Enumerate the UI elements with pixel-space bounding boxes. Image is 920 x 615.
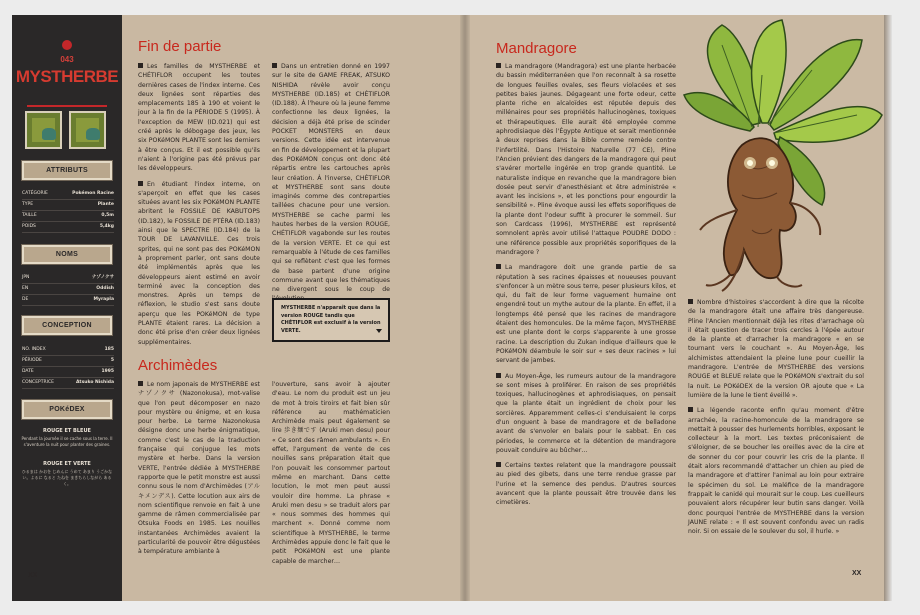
book-gutter xyxy=(460,15,470,601)
conception-row: NO. INDEX 185 xyxy=(22,345,114,356)
conception-row: DATE 1995 xyxy=(22,367,114,378)
pokedex-version-title: ROUGE ET BLEUE xyxy=(43,428,91,434)
pokemon-name: MYSTHERBE xyxy=(15,67,119,86)
triangle-icon xyxy=(376,329,382,333)
paragraph: La légende raconte enfin qu'au moment d'être arrachée, la racine-homoncule de la mandragore se mettait à pousser des hurlements horribles, exposant le collecteur à la mort. Les textes préconisaient de s'éloigner, de se boucher les oreilles avec de la cire et de sonner du cor pour couvrir les cris de la plante. Il était alors recommandé d'attacher un chien au pied de la mandragore et d'attirer l'animal au loin pour extraire le spécimen du sol. Le maléfice de la mandragore frappait le canidé qui mourait sur le coup. Les cueilleurs pouvaient alors récupérer leur butin sans danger. Voilà donc pourquoi l'entrée de MYSTHERBE dans la version JAUNE relate : « Il est souvent confondu avec un radis noir. Si on essaie de le soulever du sol, il hurle. » xyxy=(688,407,864,536)
attribute-row: POIDS 5,4kg xyxy=(22,222,114,233)
page-number-left: XX xyxy=(28,572,38,579)
pokedex-version-title: ROUGE ET VERTE xyxy=(43,461,91,467)
names-header: NOMS xyxy=(22,245,112,264)
page-number-right: XX xyxy=(852,570,862,577)
name-row: EN Oddish xyxy=(22,284,114,295)
oddish-sprite-icon xyxy=(86,128,100,140)
paragraph: Certains textes relatent que la mandragore poussait au pied des gibets, dans une terre rendue grasse par l'urine et la semence des pendus. D'autres sources avancent que la plante poussait être trouvée dans les cimetières. xyxy=(496,462,676,507)
attribute-row: TAILLE 0,5m xyxy=(22,211,114,222)
attributes-list xyxy=(22,189,114,233)
names-list xyxy=(22,273,114,306)
name-row: JPN ナゾノクサ xyxy=(22,273,114,284)
paragraph: La mandragore (Mandragora) est une plante herbacée du bassin méditerranéen que l'on reconnaît à sa rosette de longues feuilles ovales, ses fleurs violacées et ses petites baies jaunes. Dégageant une forte odeur, cette plante riche en alcaloïdes est réputée depuis des millénaires pour ses propriétés hallucinogènes, toxiques et thérapeutiques. Elle aurait été employée comme aphrodisiaque dès l'Égypte Antique et serait mentionnée à deux reprises dans la Bible comme remède contre l'infertilité. Dans l'Histoire Naturelle (77 CE), Pline l'Ancien prévient des dangers de la mandragore qui peut s'avérer mortelle ingérée en trop grande quantité. Le naturaliste indique en revanche que la mandragore bien dosée peut servir d'anesthésiant et être administrée « avant les incisions », et les ponctions pour engourdir la sensibilité ». Pline évoque aussi les effets soporifiques de la plante dont l'odeur suffit à procurer le sommeil. Sur son Cardcass (1996), MYSTHERBE est représenté somnolent après avoir utilisé l'attaque POUDRE DODO : une référence possible aux propriétés soporifiques de la mandragore ? xyxy=(496,63,676,256)
paragraph: Au Moyen-Âge, les rumeurs autour de la mandragore se sont mises à proliférer. En raison de ses propriétés toxiques, hallucinogènes et aphrodisiaques, on pensait que la plante était un ingrédient de choix pour les sorcières. Apparemment celles-ci s'enduisaient le corps d'un onguent à base de mandragore et de belladone avant de s'envoler en balais pour le sabbat. En ces périodes, le commerce et la détention de mandragore pouvait conduire au bûcher… xyxy=(496,372,676,454)
text-column xyxy=(688,298,864,542)
oddish-sprite-icon xyxy=(42,128,56,140)
paragraph: Dans un entretien donné en 1997 sur le site de GAME FREAK, ATSUKO NISHIDA révèle avoir conçu MYSTHERBE (ID.185) et CHÉTIFLOR (ID.188). À l'heure où la jeune femme confectionne les deux lignées, la décision a déjà été prise de scinder POCKET MONSTERS en deux versions. Cette idée est intervenue en fin de développement et la plupart des POKéMON conçus ont donc été répartis entre les cartouches après leur création. À l'inverse, CHÉTIFLOR et MYSTHERBE sont sans doute imaginés comme des contreparties taillées chacune pour une version. MYSTHERBE se cache parmi les hautes herbes de la version ROUGE, CHÉTIFLOR vagabonde sur les routes de la version VERTE. Et ce qui est remarquable à l'étude de ces familles qui se reflètent c'est que les formes de base partent d'une origine commune avant que les thématiques ne divergent sous le coup de xyxy=(272,63,390,294)
conception-row: CONCEPTRICE Atsuko Nishida xyxy=(22,378,114,389)
pokemon-sidebar xyxy=(12,15,122,601)
conception-header: CONCEPTION xyxy=(22,316,112,335)
attribute-row: TYPE Plante xyxy=(22,200,114,211)
text-column xyxy=(138,380,260,563)
page-edge xyxy=(884,15,892,601)
paragraph: La mandragore doit une grande partie de sa réputation à ses racines épaisses et noueuses pouvant s'enfoncer à un mètre sous terre, peser plusieurs kilos, et qui, du fait de leur forme vaguement humaine ont engendré tout un mythe autour de la plante. En effet, il a longtemps été pensé que les racines de mandragore étaient des homoncules. De la même façon, MYSTHERBE est une plante dont le corps s'apparente à une grosse racine. La description du Zukan indique d'ailleurs que le POKéMON déambule le soir sur « ses deux racines » lui servant de jambes. xyxy=(496,264,676,365)
mandrake-illustration xyxy=(682,15,884,299)
pokeball-icon xyxy=(62,40,72,50)
section-heading: Mandragore xyxy=(496,40,577,57)
section-heading: Fin de partie xyxy=(138,38,222,55)
section-heading: Archimèdes xyxy=(138,357,218,374)
paragraph: Les familles de MYSTHERBE et CHÉTIFLOR occupent les toutes dernières cases de l'index interne. Ces deux lignées sont réparties des emplacements 185 à 190 et voient le jour à la fin de la PÉRIODE 5 (1995). À l'exception de MEW (ID.021) qui est créé après le débogage des jeux, les six POKéMON PLANTE sont les derniers à être conçus. Et il est possible qu'ils n'aient à l'origine pas été prévus par les développeurs. xyxy=(138,63,260,173)
pokedex-entry: Pendant la journée il se cache sous la terre. Il s'aventure la nuit pour planter des graines. xyxy=(21,436,113,447)
divider xyxy=(27,105,107,107)
pokedex-entry: ひるまは かおを じめんに うめて あまり うごかない。よるに なると たねを まきちらしながら あるく。 xyxy=(21,469,113,486)
text-column xyxy=(496,62,676,514)
sprite-green-version xyxy=(69,111,106,149)
pokemon-number: 043 xyxy=(60,55,74,64)
sprite-red-version xyxy=(25,111,62,149)
note-text: MYSTHERBE n'apparaît que dans la version ROUGE tandis que CHÉTIFLOR est exclusif à la version VERTE. xyxy=(281,305,381,334)
name-row: DE Myrapla xyxy=(22,295,114,306)
conception-row: PÉRIODE 5 xyxy=(22,356,114,367)
text-column xyxy=(138,62,260,353)
attribute-row: CATÉGORIE Pokémon Racine xyxy=(22,189,114,200)
text-column xyxy=(272,62,390,310)
exclusive-note-box xyxy=(272,298,390,342)
pokedex-header: POKéDEX xyxy=(22,400,112,419)
paragraph: En étudiant l'index interne, on s'aperçoit en effet que les cases situées avant les six POKéMON PLANTE abritent le FOSSILE DE KABUTOPS (ID.182), le FOSSILE DE PTÉRA (ID.183) ainsi que le SPECTRE (ID.184) de la TOUR DE LAVANVILLE. Ces trois sprites, qui ne sont pas des POKéMON à proprement parler, ont sans doute été implémentés après que les développeurs aient estimé en avoir terminé avec la conception des monstres. Après un temps de réflexion, le studio s'est sans doute aperçu que les POKéMON de type PLANTE étaient rares. La décision a donc été prise d'en créer deux lignées supplémentaires. xyxy=(138,180,260,346)
paragraph: Le nom japonais de MYSTHERBE est ナゾノクサ (Nazonokusa), mot-valise que l'on peut décomposer en nazo pour mystère ou énigme, et en kusa pour herbe. Le terme Nazonokusa désigne donc une herbe énigmatique, comme c'est le cas de la traduction française qui conjugue les mots mystère et herbe. Dans la version VERTE, l'entrée dédiée à MYSTHERBE rapporte que le petit monstre est aussi connu sous le nom d'Archimèdes (アルキメンデス). Cette locution aux airs de nom scientifique renvoie en fait à une gamme de râmen commercialisée par Otsuka Foods en 1985. Les nouilles instantanées Archimèdes avaient la particularité de pouvoir être dégustées à température ambiante à xyxy=(138,381,260,556)
attributes-header: ATTRIBUTS xyxy=(22,161,112,180)
paragraph: l'ouverture, sans avoir à ajouter d'eau. Le nom du produit est un jeu de mot à trois tiroirs et fait bien sûr référence au mathématicien Archimède mais peut également se lire 歩き麺です (Aruki men desu) pour « Ce sont des râmen ambulants ». En effet, l'argument de vente de ces nouilles sans préparation était que l'on pouvait les consommer partout même en marchant. Dans cette locution, le mot men peut aussi vouloir dire homme. La phrase « Aruki men desu » se traduit alors par « nous sommes des hommes qui marchent ». Donné comme nom scientifique à MYSTHERBE, le terme Archimèdes appuie donc le fait que le petit POKéMON est une plante capable de marcher… xyxy=(272,381,390,565)
paragraph: Nombre d'histoires s'accordent à dire que la récolte de la mandragore était une affaire très dangereuse. Pline l'Ancien mentionnait déjà les rites d'arrachage où il était question de tracer trois cercles à l'épée autour de la plante et d'arracher la mandragore « en se tournant vers le couchant ». Au Moyen-Âge, les alchimistes attendaient la pleine lune pour cueillir la mandragore. L'entrée de MYSTHERBE des versions ROUGE et BLEUE relate que le POKéMON s'extrait du sol la nuit. Le POKéDEX de la version OR ajoute que « La lumière de la lune le tient éveillé ». xyxy=(688,299,864,399)
text-column xyxy=(272,380,390,572)
conception-list xyxy=(22,345,114,389)
